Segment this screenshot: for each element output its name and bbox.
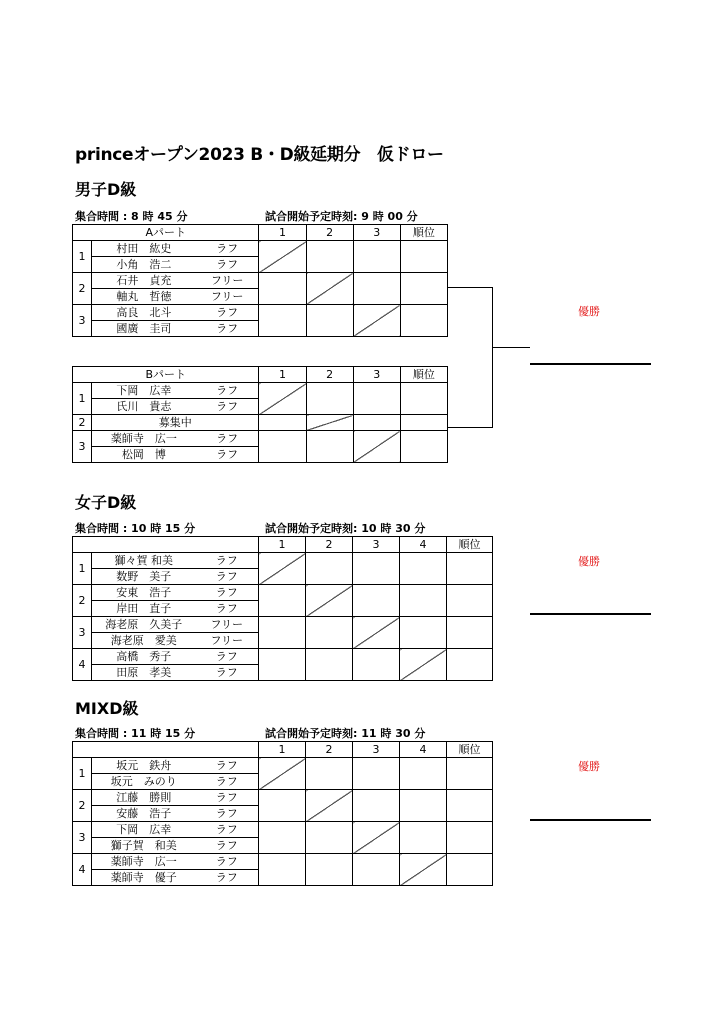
men-winner-line: [530, 363, 651, 365]
racket-type: ラフ: [196, 774, 259, 790]
score-cell: [259, 649, 306, 681]
rank-cell: [447, 585, 493, 617]
score-cell: [400, 553, 447, 585]
player-name: 海老原 愛美: [92, 633, 196, 649]
player-name: 國廣 圭司: [92, 321, 196, 337]
racket-type: ラフ: [196, 241, 259, 257]
score-cell: [306, 553, 353, 585]
self-match-cell: [353, 822, 400, 854]
racket-type: フリー: [196, 289, 259, 305]
mix-winner-line: [530, 819, 651, 821]
racket-type: ラフ: [196, 870, 259, 886]
score-cell: [353, 553, 400, 585]
women-winner-label: 優勝: [578, 555, 600, 568]
score-cell: [259, 273, 306, 305]
part-a-label: Aパート: [73, 225, 259, 241]
rank-header: 順位: [400, 367, 447, 383]
header-blank: [73, 537, 259, 553]
team-number: 3: [73, 305, 92, 337]
header-blank: [73, 742, 259, 758]
score-cell: [400, 758, 447, 790]
score-cell: [400, 617, 447, 649]
rank-cell: [447, 553, 493, 585]
score-cell: [353, 415, 400, 431]
racket-type: フリー: [196, 273, 259, 289]
col-header: 2: [306, 367, 353, 383]
score-cell: [353, 585, 400, 617]
col-header: 3: [353, 367, 400, 383]
team-number: 1: [73, 553, 92, 585]
team-number: 2: [73, 585, 92, 617]
score-cell: [353, 649, 400, 681]
player-name: 獅子賀 和美: [92, 838, 196, 854]
rank-cell: [400, 415, 447, 431]
racket-type: フリー: [196, 633, 259, 649]
self-match-cell: [259, 383, 306, 415]
col-header: 4: [400, 742, 447, 758]
team-number: 1: [73, 383, 92, 415]
score-cell: [259, 790, 306, 822]
score-cell: [400, 790, 447, 822]
self-match-cell: [259, 553, 306, 585]
racket-type: ラフ: [196, 431, 259, 447]
player-name: 村田 紘史: [92, 241, 196, 257]
racket-type: ラフ: [196, 790, 259, 806]
rank-header: 順位: [447, 742, 493, 758]
men-start-time: 試合開始予定時刻: 9 時 00 分: [265, 210, 418, 223]
col-header: 3: [353, 742, 400, 758]
score-cell: [306, 431, 353, 463]
rank-cell: [447, 617, 493, 649]
bracket-line: [448, 427, 492, 428]
player-name: 海老原 久美子: [92, 617, 196, 633]
player-name: 小角 浩二: [92, 257, 196, 273]
player-name: 数野 美子: [92, 569, 196, 585]
page-title: princeオープン2023 B・D級延期分 仮ドロー: [75, 145, 444, 165]
player-name: 安藤 浩子: [92, 806, 196, 822]
score-cell: [306, 649, 353, 681]
men-heading: 男子D級: [75, 180, 137, 199]
player-name: 岸田 直子: [92, 601, 196, 617]
mix-assembly-time: 集合時間 : 11 時 15 分: [75, 727, 196, 740]
score-cell: [306, 383, 353, 415]
score-cell: [353, 758, 400, 790]
self-match-cell: [306, 790, 353, 822]
rank-cell: [447, 854, 493, 886]
player-name: 高橋 秀子: [92, 649, 196, 665]
score-cell: [400, 585, 447, 617]
racket-type: ラフ: [196, 447, 259, 463]
player-name: 獅々賀 和美: [92, 553, 196, 569]
col-header: 1: [259, 537, 306, 553]
score-cell: [306, 822, 353, 854]
self-match-cell: [306, 585, 353, 617]
score-cell: [353, 241, 400, 273]
col-header: 1: [259, 367, 306, 383]
part-b-label: Bパート: [73, 367, 259, 383]
team-number: 3: [73, 822, 92, 854]
score-cell: [353, 854, 400, 886]
bracket-line: [492, 287, 493, 428]
rank-cell: [400, 431, 447, 463]
team-number: 1: [73, 241, 92, 273]
racket-type: ラフ: [196, 257, 259, 273]
player-name: 下岡 広幸: [92, 383, 196, 399]
team-number: 2: [73, 790, 92, 822]
racket-type: ラフ: [196, 665, 259, 681]
col-header: 2: [306, 537, 353, 553]
player-name: 安東 浩子: [92, 585, 196, 601]
racket-type: ラフ: [196, 321, 259, 337]
mix-winner-label: 優勝: [578, 760, 600, 773]
col-header: 2: [306, 225, 353, 241]
racket-type: ラフ: [196, 305, 259, 321]
men-part-a-table: [72, 224, 448, 337]
col-header: 2: [306, 742, 353, 758]
racket-type: ラフ: [196, 854, 259, 870]
player-name: 坂元 みのり: [92, 774, 196, 790]
racket-type: ラフ: [196, 601, 259, 617]
score-cell: [259, 585, 306, 617]
score-cell: [259, 617, 306, 649]
rank-header: 順位: [447, 537, 493, 553]
score-cell: [353, 790, 400, 822]
col-header: 3: [353, 225, 400, 241]
score-cell: [353, 383, 400, 415]
mix-table: [72, 741, 493, 886]
player-name: 薬師寺 広一: [92, 854, 196, 870]
racket-type: ラフ: [196, 383, 259, 399]
col-header: 1: [259, 742, 306, 758]
women-assembly-time: 集合時間 : 10 時 15 分: [75, 522, 196, 535]
men-assembly-time: 集合時間 : 8 時 45 分: [75, 210, 188, 223]
player-name: 江藤 勝則: [92, 790, 196, 806]
score-cell: [306, 241, 353, 273]
racket-type: ラフ: [196, 838, 259, 854]
col-header: 4: [400, 537, 447, 553]
bracket-line: [492, 347, 530, 348]
mix-start-time: 試合開始予定時刻: 11 時 30 分: [265, 727, 426, 740]
self-match-cell: [353, 305, 400, 337]
racket-type: ラフ: [196, 649, 259, 665]
player-name: 坂元 鉄舟: [92, 758, 196, 774]
rank-cell: [447, 649, 493, 681]
team-number: 4: [73, 854, 92, 886]
rank-cell: [400, 273, 447, 305]
self-match-cell: [353, 431, 400, 463]
score-cell: [400, 822, 447, 854]
self-match-cell: [259, 241, 306, 273]
recruiting-label: 募集中: [92, 415, 259, 431]
team-number: 1: [73, 758, 92, 790]
team-number: 4: [73, 649, 92, 681]
self-match-cell: [259, 758, 306, 790]
racket-type: ラフ: [196, 569, 259, 585]
racket-type: ラフ: [196, 399, 259, 415]
rank-cell: [447, 822, 493, 854]
racket-type: ラフ: [196, 585, 259, 601]
women-start-time: 試合開始予定時刻: 10 時 30 分: [265, 522, 426, 535]
team-number: 2: [73, 273, 92, 305]
col-header: 1: [259, 225, 306, 241]
racket-type: ラフ: [196, 806, 259, 822]
rank-cell: [400, 241, 447, 273]
rank-cell: [400, 305, 447, 337]
self-match-cell: [306, 273, 353, 305]
player-name: 氏川 貴志: [92, 399, 196, 415]
team-number: 3: [73, 431, 92, 463]
mix-heading: MIXD級: [75, 699, 139, 718]
racket-type: ラフ: [196, 758, 259, 774]
player-name: 高良 北斗: [92, 305, 196, 321]
racket-type: ラフ: [196, 822, 259, 838]
score-cell: [259, 415, 306, 431]
rank-cell: [400, 383, 447, 415]
self-match-cell: [353, 617, 400, 649]
col-header: 3: [353, 537, 400, 553]
score-cell: [306, 305, 353, 337]
racket-type: フリー: [196, 617, 259, 633]
score-cell: [306, 758, 353, 790]
score-cell: [306, 854, 353, 886]
team-number: 3: [73, 617, 92, 649]
men-part-b-table: [72, 366, 448, 463]
player-name: 薬師寺 優子: [92, 870, 196, 886]
score-cell: [259, 854, 306, 886]
score-cell: [259, 431, 306, 463]
racket-type: ラフ: [196, 553, 259, 569]
score-cell: [306, 617, 353, 649]
self-match-cell: [400, 854, 447, 886]
rank-cell: [447, 758, 493, 790]
player-name: 薬師寺 広一: [92, 431, 196, 447]
self-match-cell: [400, 649, 447, 681]
score-cell: [259, 305, 306, 337]
rank-header: 順位: [400, 225, 447, 241]
self-match-cell: [306, 415, 353, 431]
player-name: 石井 貞充: [92, 273, 196, 289]
women-winner-line: [530, 613, 651, 615]
player-name: 下岡 広幸: [92, 822, 196, 838]
score-cell: [353, 273, 400, 305]
player-name: 松岡 博: [92, 447, 196, 463]
women-table: [72, 536, 493, 681]
score-cell: [259, 822, 306, 854]
women-heading: 女子D級: [75, 493, 137, 512]
men-winner-label: 優勝: [578, 305, 600, 318]
player-name: 軸丸 哲徳: [92, 289, 196, 305]
rank-cell: [447, 790, 493, 822]
team-number: 2: [73, 415, 92, 431]
player-name: 田原 孝美: [92, 665, 196, 681]
bracket-line: [448, 287, 492, 288]
